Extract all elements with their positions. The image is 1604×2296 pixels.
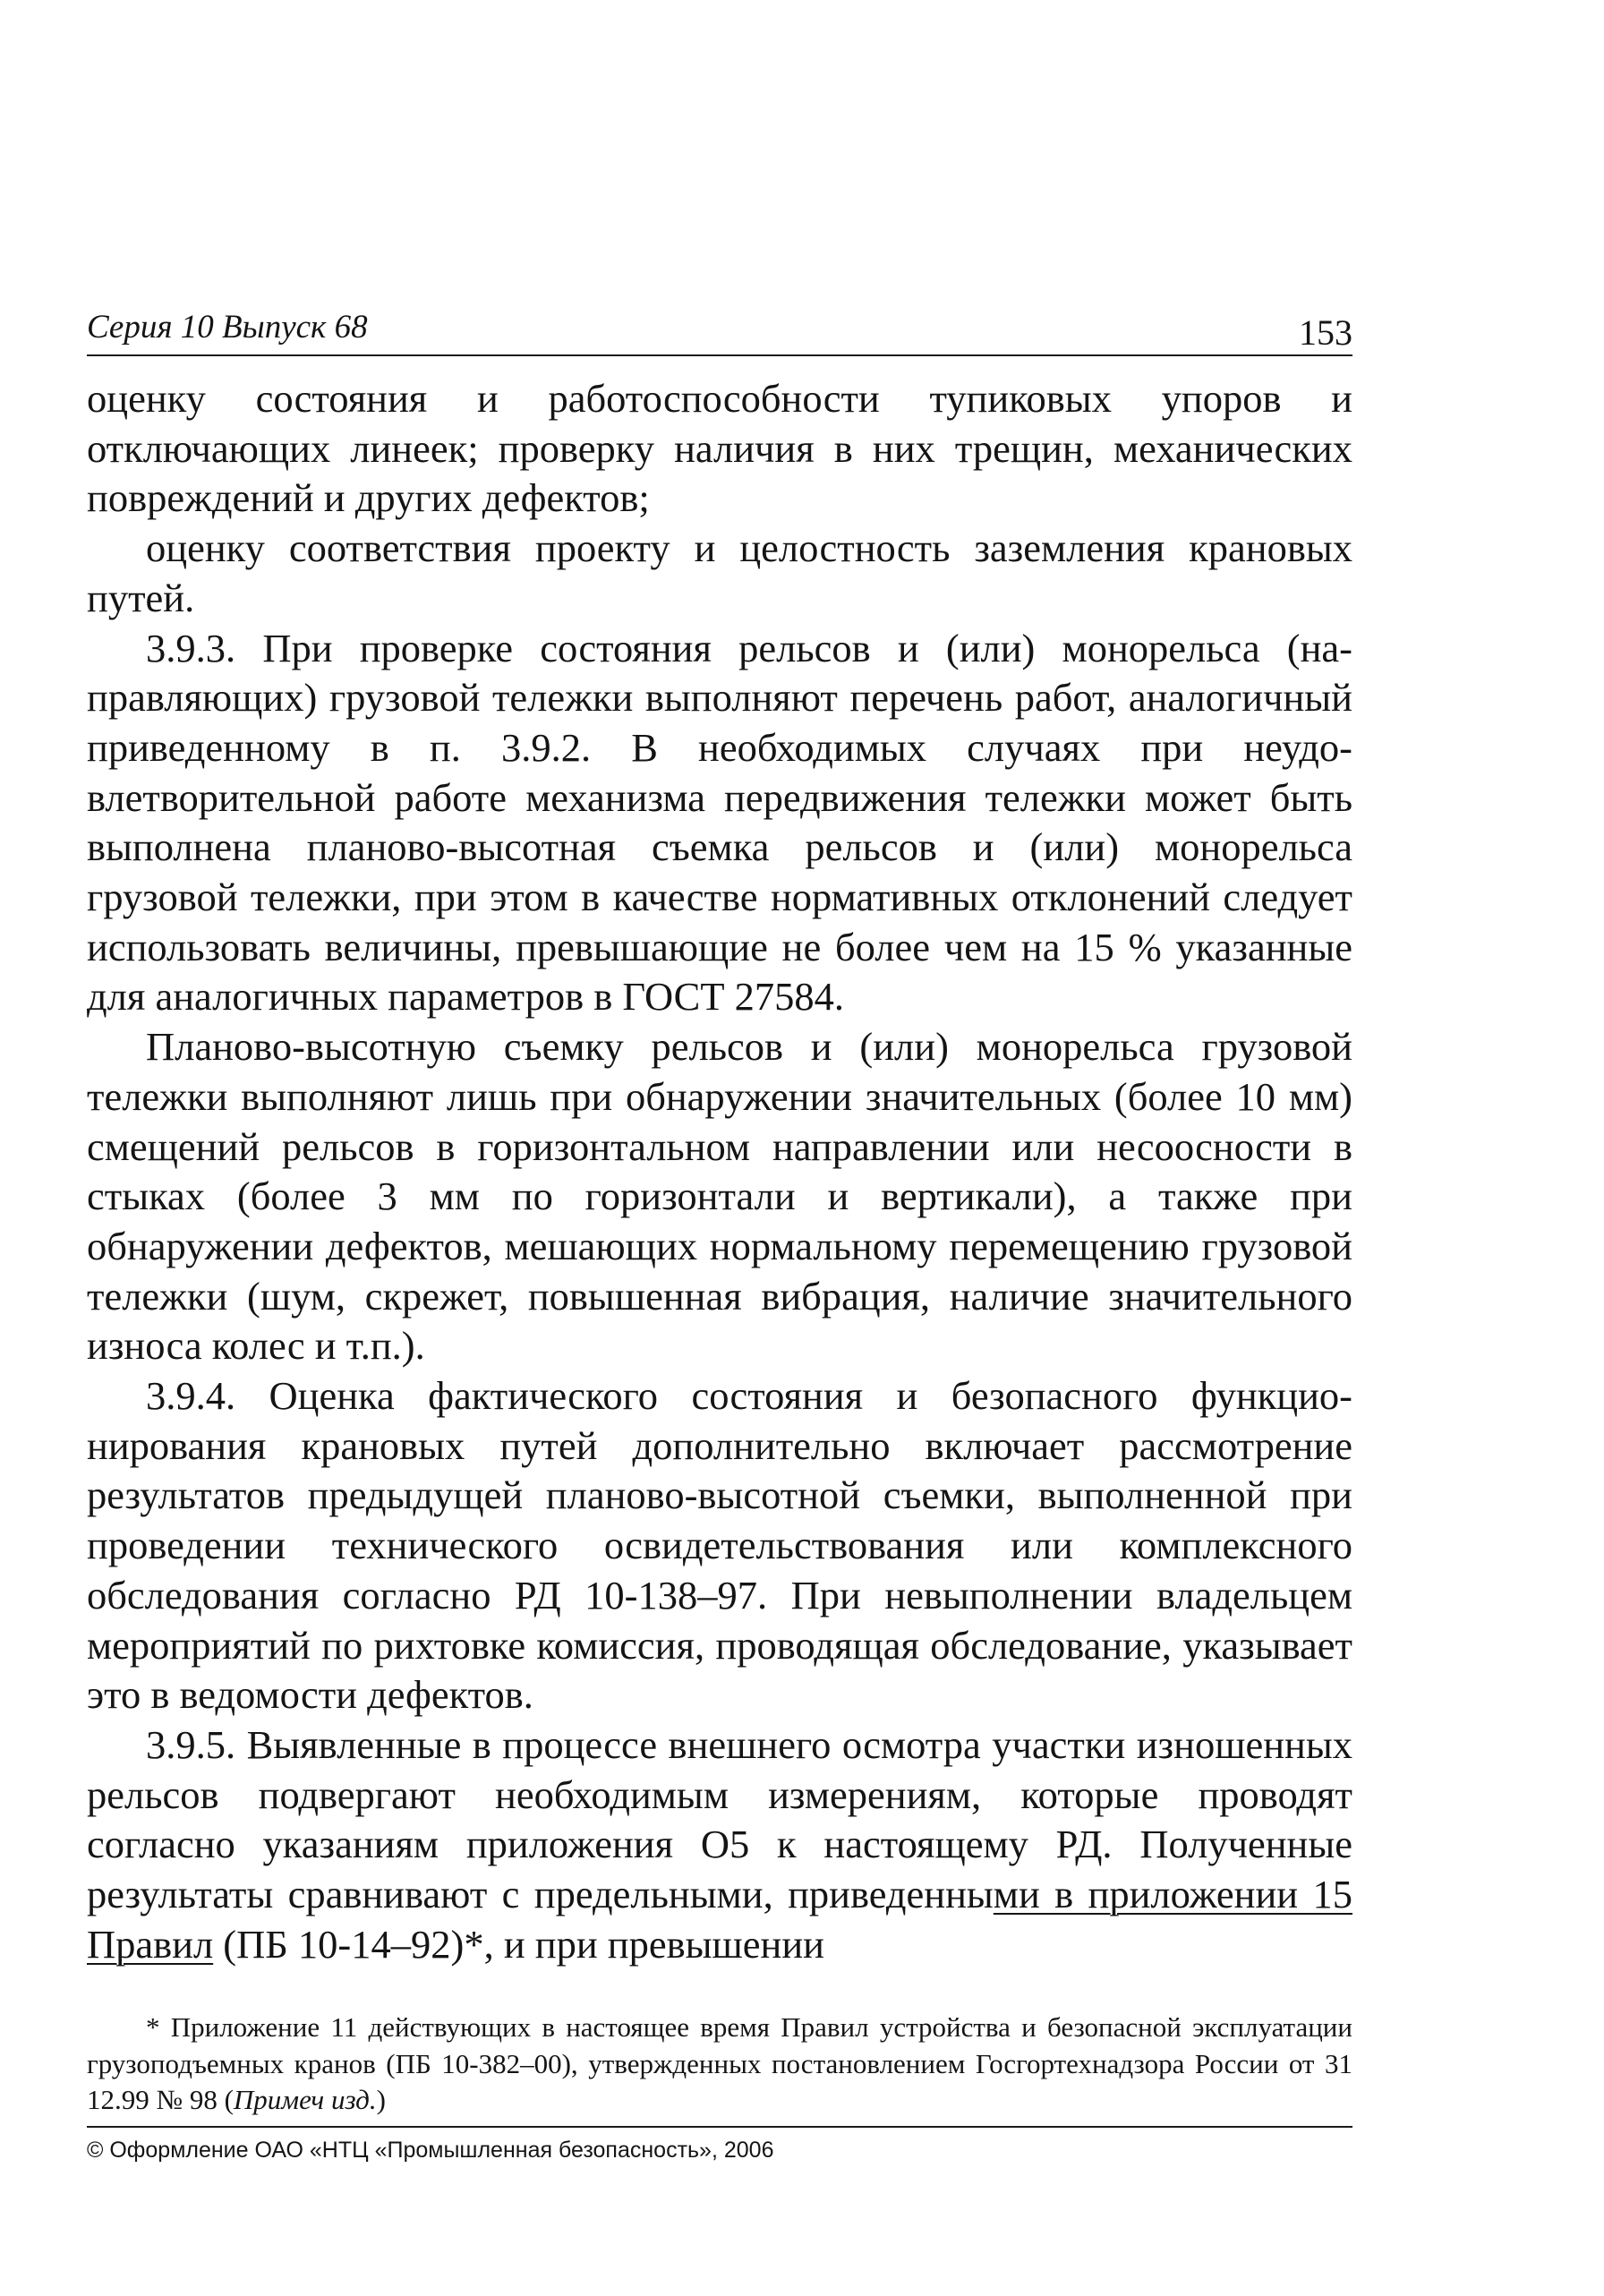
- footnote: [87, 2010, 1352, 2119]
- underlined-reference: ми в приложении 15 Правил: [87, 1872, 1352, 1967]
- paragraph-3-9-5: [87, 1720, 1352, 1970]
- paragraph-survey: Планово-высотную съемку рельсов и (или) монорельса грузовой тележки выполняют лишь при обнаружении значительных (более 10 мм) смещений рельсов в горизонтальном направлении или несоосности в стыках (более 3 мм по горизонтали и вертикали), а также при обнаружении дефектов, мешающих нормальному перемещению грузовой тележки (шум, скрежет, повышенная вибрация, наличие значительного износа колес и т.п.).: [87, 1024, 1352, 1369]
- running-title: Серия 10 Выпуск 68: [87, 309, 368, 346]
- running-header: [87, 308, 1352, 356]
- footnote-text: [87, 2010, 1352, 2119]
- paragraph-3-9-4: 3.9.4. Оценка фактического состояния и безопасного функционирования крановых путей дополнительно включает рассмотрение результатов предыдущей планово-высотной съемки, выполненной при проведении технического освидетельствования или комплексного обследования согласно РД 10-138–97. При невыполнении владельцем мероприятий по рихтовке комиссия, проводящая обследование, указывает это в ведомости дефектов.: [87, 1373, 1352, 1718]
- paragraph-3-9-3: 3.9.3. При проверке состояния рельсов и (или) монорельса (направляющих) грузовой тележки выполняют перечень работ, аналогичный приведенному в п. 3.9.2. В необходимых случаях при неудовлетворительной работе механизма передвижения тележки может быть выполнена планово-высотная съемка рельсов и (или) монорельса грузовой тележки, при этом в качестве нормативных отклонений следует использовать величины, превышающие не более чем на 15 % указанные для аналогичных параметров в ГОСТ 27584.: [87, 625, 1352, 1020]
- footnote-editor-note: Примеч изд.: [233, 2084, 377, 2115]
- footnote-body: * Приложение 11 действующих в настоящее время Правил устройства и безопасной эксплуатации грузоподъемных кранов (ПБ 10-382–00), утвержденных постановлением Госгортехнадзора России от 31 12.99 № 98 (: [87, 2011, 1352, 2115]
- paragraph-3-9-5-lead: 3.9.5. Выявленные в процессе внешнего осмотра участки изношенных рельсов подвергают необходимым измерениям, которые проводят согласно указаниям приложения О5 к настоящему РД. Полученные результаты сравнивают с предельными, приведенны: [87, 1721, 1352, 1917]
- paragraph-3-9-5-tail: (ПБ 10-14–92)*, и при превышении: [213, 1921, 824, 1967]
- body-text: [87, 374, 1352, 1970]
- copyright-line: © Оформление ОАО «НТЦ «Промышленная безопасность», 2006: [87, 2138, 774, 2163]
- paragraph-grounding: оценку соответствия проекту и целостность заземления крановых путей.: [87, 525, 1352, 620]
- paragraph-continuation: оценку состояния и работоспособности тупиковых упоров и отключающих линеек; проверку наличия в них трещин, механических повреждений и других дефектов;: [87, 376, 1352, 521]
- footnote-close: ): [376, 2084, 386, 2115]
- footer-divider: [87, 2126, 1352, 2128]
- page-number: 153: [1299, 312, 1352, 353]
